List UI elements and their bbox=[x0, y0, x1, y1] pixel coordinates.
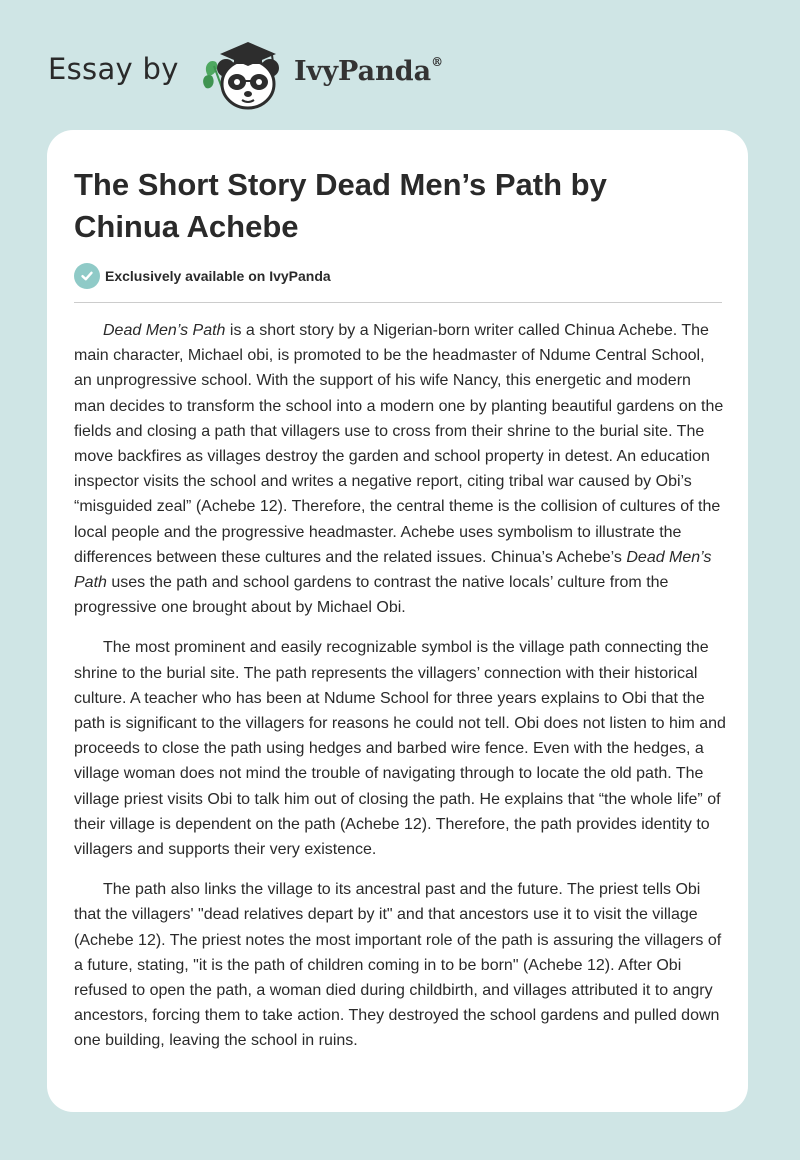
check-circle-icon bbox=[74, 263, 100, 289]
italic-story-title: Dead Men’s Path bbox=[74, 548, 712, 592]
paragraph-text: is a short story by a Nigerian-born writer called Chinua Achebe. The main character, Michael obi, is promoted to be the headmaster of Ndume Central School, an unprogressive school. With the support of his wife Nancy, this energetic and modern man decides to transform the school into a modern one by planting beautiful gardens on the fields and closing a path that villagers use to cross from their shrine to the burial site. The move backfires as villages destroy the garden and school property in detest. An education inspector visits the school and writes a negative report, citing tribal war caused by Obi’s “misguided zeal” (Achebe 12). Therefore, the central theme is the collision of cultures of the local people and the progressive headmaster. Achebe uses symbolism to illustrate the differences between these cultures and the related issues. Chinua’s Achebe’s bbox=[74, 322, 724, 566]
panda-graduate-icon[interactable] bbox=[200, 36, 296, 112]
essay-body bbox=[74, 318, 726, 1069]
page-title: The Short Story Dead Men’s Path by Chinua Achebe bbox=[74, 167, 607, 244]
essay-by-label: Essay by bbox=[48, 52, 179, 86]
divider bbox=[74, 302, 722, 303]
italic-story-title: Dead Men’s Path bbox=[103, 322, 226, 339]
essay-card bbox=[47, 130, 748, 1112]
paragraph-text: uses the path and school gardens to contrast the native locals’ culture from the progressive one brought about by Michael Obi. bbox=[74, 574, 669, 617]
paragraph-1 bbox=[74, 318, 726, 620]
exclusive-badge bbox=[74, 263, 331, 289]
paragraph-3: The path also links the village to its ancestral past and the future. The priest tells Obi that the villagers' "dead relatives depart by it" and that ancestors use it to visit the village (Achebe 12). The priest notes the most important role of the path is assuring the villagers of a future, stating, "it is the path of children coming in to be born" (Achebe 12). After Obi refused to open the path, a woman died during childbirth, and villages attributed it to angry ancestors, forcing them to take action. They destroyed the school gardens and pulled down one building, leaving the school in ruins. bbox=[74, 881, 722, 1050]
site-header bbox=[48, 36, 548, 116]
registered-mark: ® bbox=[431, 55, 444, 69]
exclusive-badge-label: Exclusively available on IvyPanda bbox=[105, 268, 331, 284]
brand-name[interactable]: IvyPanda® bbox=[294, 55, 444, 87]
paragraph-2: The most prominent and easily recognizable symbol is the village path connecting the shrine to the burial site. The path represents the villagers’ connection with their historical culture. A teacher who has been at Ndume School for three years explains to Obi that the path is significant to the villagers for reasons he could not tell. Obi does not listen to him and proceeds to close the path using hedges and barbed wire fence. Even with the hedges, a village woman does not mind the trouble of navigating through to locate the old path. The village priest visits Obi to talk him out of closing the path. He explains that “the whole life” of their village is dependent on the path (Achebe 12). Therefore, the path provides identity to villagers and supports their very existence. bbox=[74, 639, 726, 859]
